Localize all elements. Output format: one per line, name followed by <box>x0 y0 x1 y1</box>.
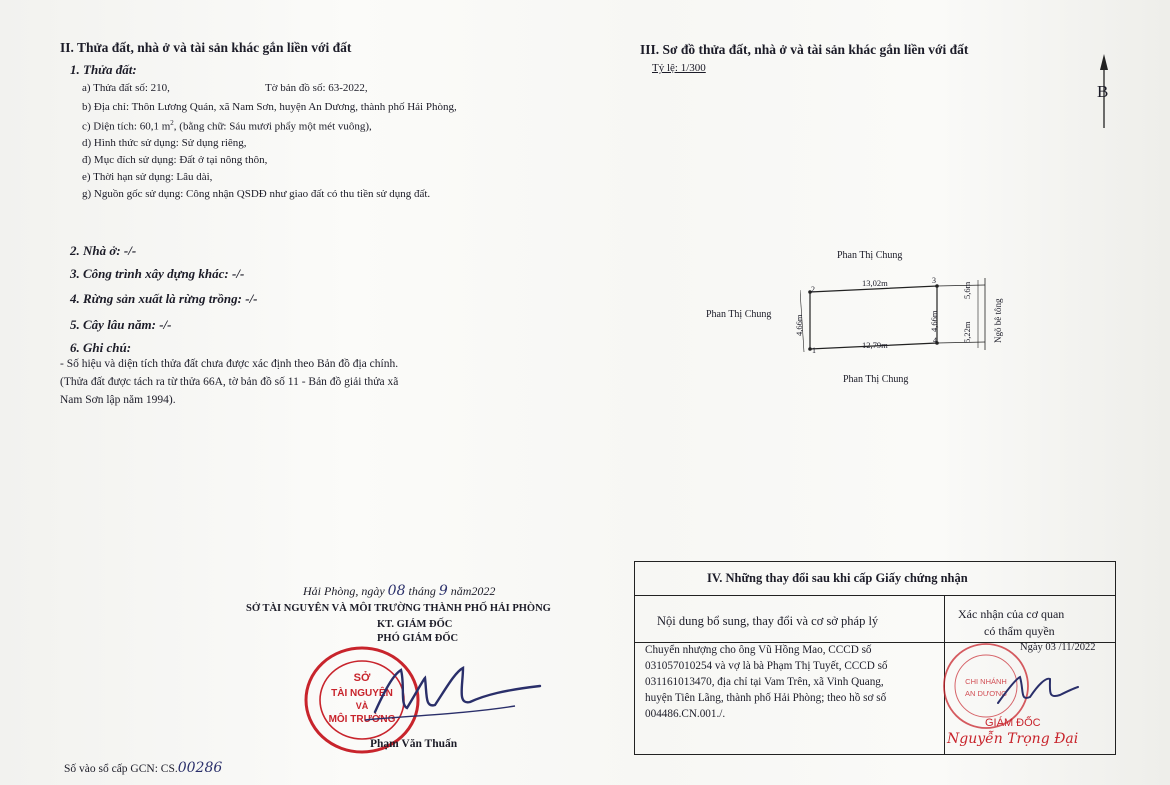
section-ii-title: II. Thửa đất, nhà ở và tài sản khác gắn liền với đất <box>60 40 352 55</box>
changes-title: IV. Những thay đổi sau khi cấp Giấy chứng nhận <box>707 571 968 585</box>
note-line-2: (Thửa đất được tách ra từ thửa 66A, tờ bản đồ số 11 - Bản đồ giải thửa xã <box>60 376 399 388</box>
note-line-3: Nam Sơn lập năm 1994). <box>60 394 176 406</box>
registration-number: Số vào sổ cấp GCN: CS.00286 <box>64 760 223 776</box>
seal-line-1: SỞ <box>353 672 371 684</box>
director-signature <box>345 650 550 730</box>
change-content-line-5: 004486.CN.001./. <box>645 708 726 720</box>
notes-heading: 6. Ghi chú: <box>70 340 132 355</box>
confirm-date: Ngày 03 /11/2022 <box>1020 642 1096 653</box>
stamp-line-1: CHI NHÁNH <box>965 677 1007 686</box>
changes-table <box>634 561 1116 755</box>
point-2: 2 <box>811 285 815 294</box>
forest-item: 4. Rừng sản xuất là rừng trồng: -/- <box>70 291 258 306</box>
confirm-signer: Nguyễn Trọng Đại <box>947 731 1079 747</box>
change-content-line-4: huyện Tiên Lãng, thành phố Hải Phòng; theo hồ sơ số <box>645 692 887 704</box>
usage-purpose: đ) Mục đích sử dụng: Đất ở tại nông thôn, <box>82 154 268 166</box>
change-content-line-1: Chuyển nhượng cho ông Vũ Hồng Mao, CCCD số <box>645 644 872 656</box>
point-4: 4 <box>933 336 937 345</box>
neighbor-bottom: Phan Thị Chung <box>843 374 909 385</box>
signer-name: Phạm Văn Thuấn <box>370 738 458 750</box>
address-line: b) Địa chỉ: Thôn Lương Quán, xã Nam Sơn, huyện An Dương, thành phố Hải Phòng, <box>82 101 457 113</box>
seal-line-2: TÀI NGUYÊN <box>331 688 393 699</box>
left-length: 4,66m <box>794 314 804 336</box>
right-lower-offset: 5,22m <box>962 321 972 343</box>
confirm-signature <box>990 667 1080 712</box>
map-scale: Tỷ lệ: 1/300 <box>652 62 706 74</box>
usage-origin: g) Nguồn gốc sử dụng: Công nhận QSDĐ như giao đất có thu tiền sử dụng đất. <box>82 188 431 200</box>
column-content-header: Nội dung bổ sung, thay đổi và cơ sở pháp lý <box>657 614 879 628</box>
right-upper-offset: 5,6m <box>962 281 972 299</box>
seal-line-4: MÔI TRƯỜNG <box>328 714 396 725</box>
column-confirm-header-2: có thẩm quyền <box>984 624 1055 638</box>
area-line: c) Diện tích: 60,1 $m^2$, (bằng chữ: Sáu mươi phẩy một mét vuông), <box>82 119 372 133</box>
neighbor-right: Ngõ bê tông <box>993 298 1003 343</box>
kt-director: KT. GIÁM ĐỐC <box>377 619 453 630</box>
neighbor-top: Phan Thị Chung <box>837 250 903 261</box>
point-3: 3 <box>932 276 936 285</box>
confirm-title: GIÁM ĐỐC <box>985 717 1041 729</box>
bottom-length: 12,79m <box>862 340 888 350</box>
note-line-1: - Số hiệu và diện tích thửa đất chưa được xác định theo Bản đồ địa chính. <box>60 358 399 370</box>
issue-date: Hải Phòng, ngày 08 tháng 9 năm2022 <box>303 583 496 599</box>
stamp-line-2: AN DƯƠNG <box>964 689 1008 698</box>
column-confirm-header-1: Xác nhận của cơ quan <box>958 607 1065 621</box>
change-content-line-2: 031057010254 và vợ là bà Phạm Thị Tuyết, CCCD số <box>645 660 888 672</box>
usage-form: d) Hình thức sử dụng: Sử dụng riêng, <box>82 137 247 149</box>
map-sheet-number: Tờ bản đồ số: 63-2022, <box>265 82 368 94</box>
parcel-diagram <box>800 270 1020 365</box>
parcel-number: a) Thửa đất số: 210, <box>82 82 170 94</box>
neighbor-left: Phan Thị Chung <box>706 309 772 320</box>
point-1: 1 <box>812 346 816 355</box>
section-iii-title: III. Sơ đồ thửa đất, nhà ở và tài sản khác gắn liền với đất <box>640 42 969 57</box>
change-content-line-3: 031161013470, địa chỉ tại Vam Trên, xã Vinh Quang, <box>645 676 884 688</box>
seal-line-3: VÀ <box>355 701 369 711</box>
trees-item: 5. Cây lâu năm: -/- <box>70 317 172 332</box>
works-item: 3. Công trình xây dựng khác: -/- <box>70 266 245 281</box>
land-heading: 1. Thửa đất: <box>70 62 137 77</box>
usage-term: e) Thời hạn sử dụng: Lâu dài, <box>82 171 213 183</box>
house-item: 2. Nhà ở: -/- <box>70 243 137 258</box>
right-length: 4,66m <box>929 310 939 332</box>
top-length: 13,02m <box>862 278 888 288</box>
changes-title-row <box>635 562 1115 596</box>
deputy-director: PHÓ GIÁM ĐỐC <box>377 633 459 644</box>
north-label: B <box>1097 82 1109 101</box>
issuing-agency: SỞ TÀI NGUYÊN VÀ MÔI TRƯỜNG THÀNH PHỐ HẢI PHÒNG <box>246 603 551 614</box>
